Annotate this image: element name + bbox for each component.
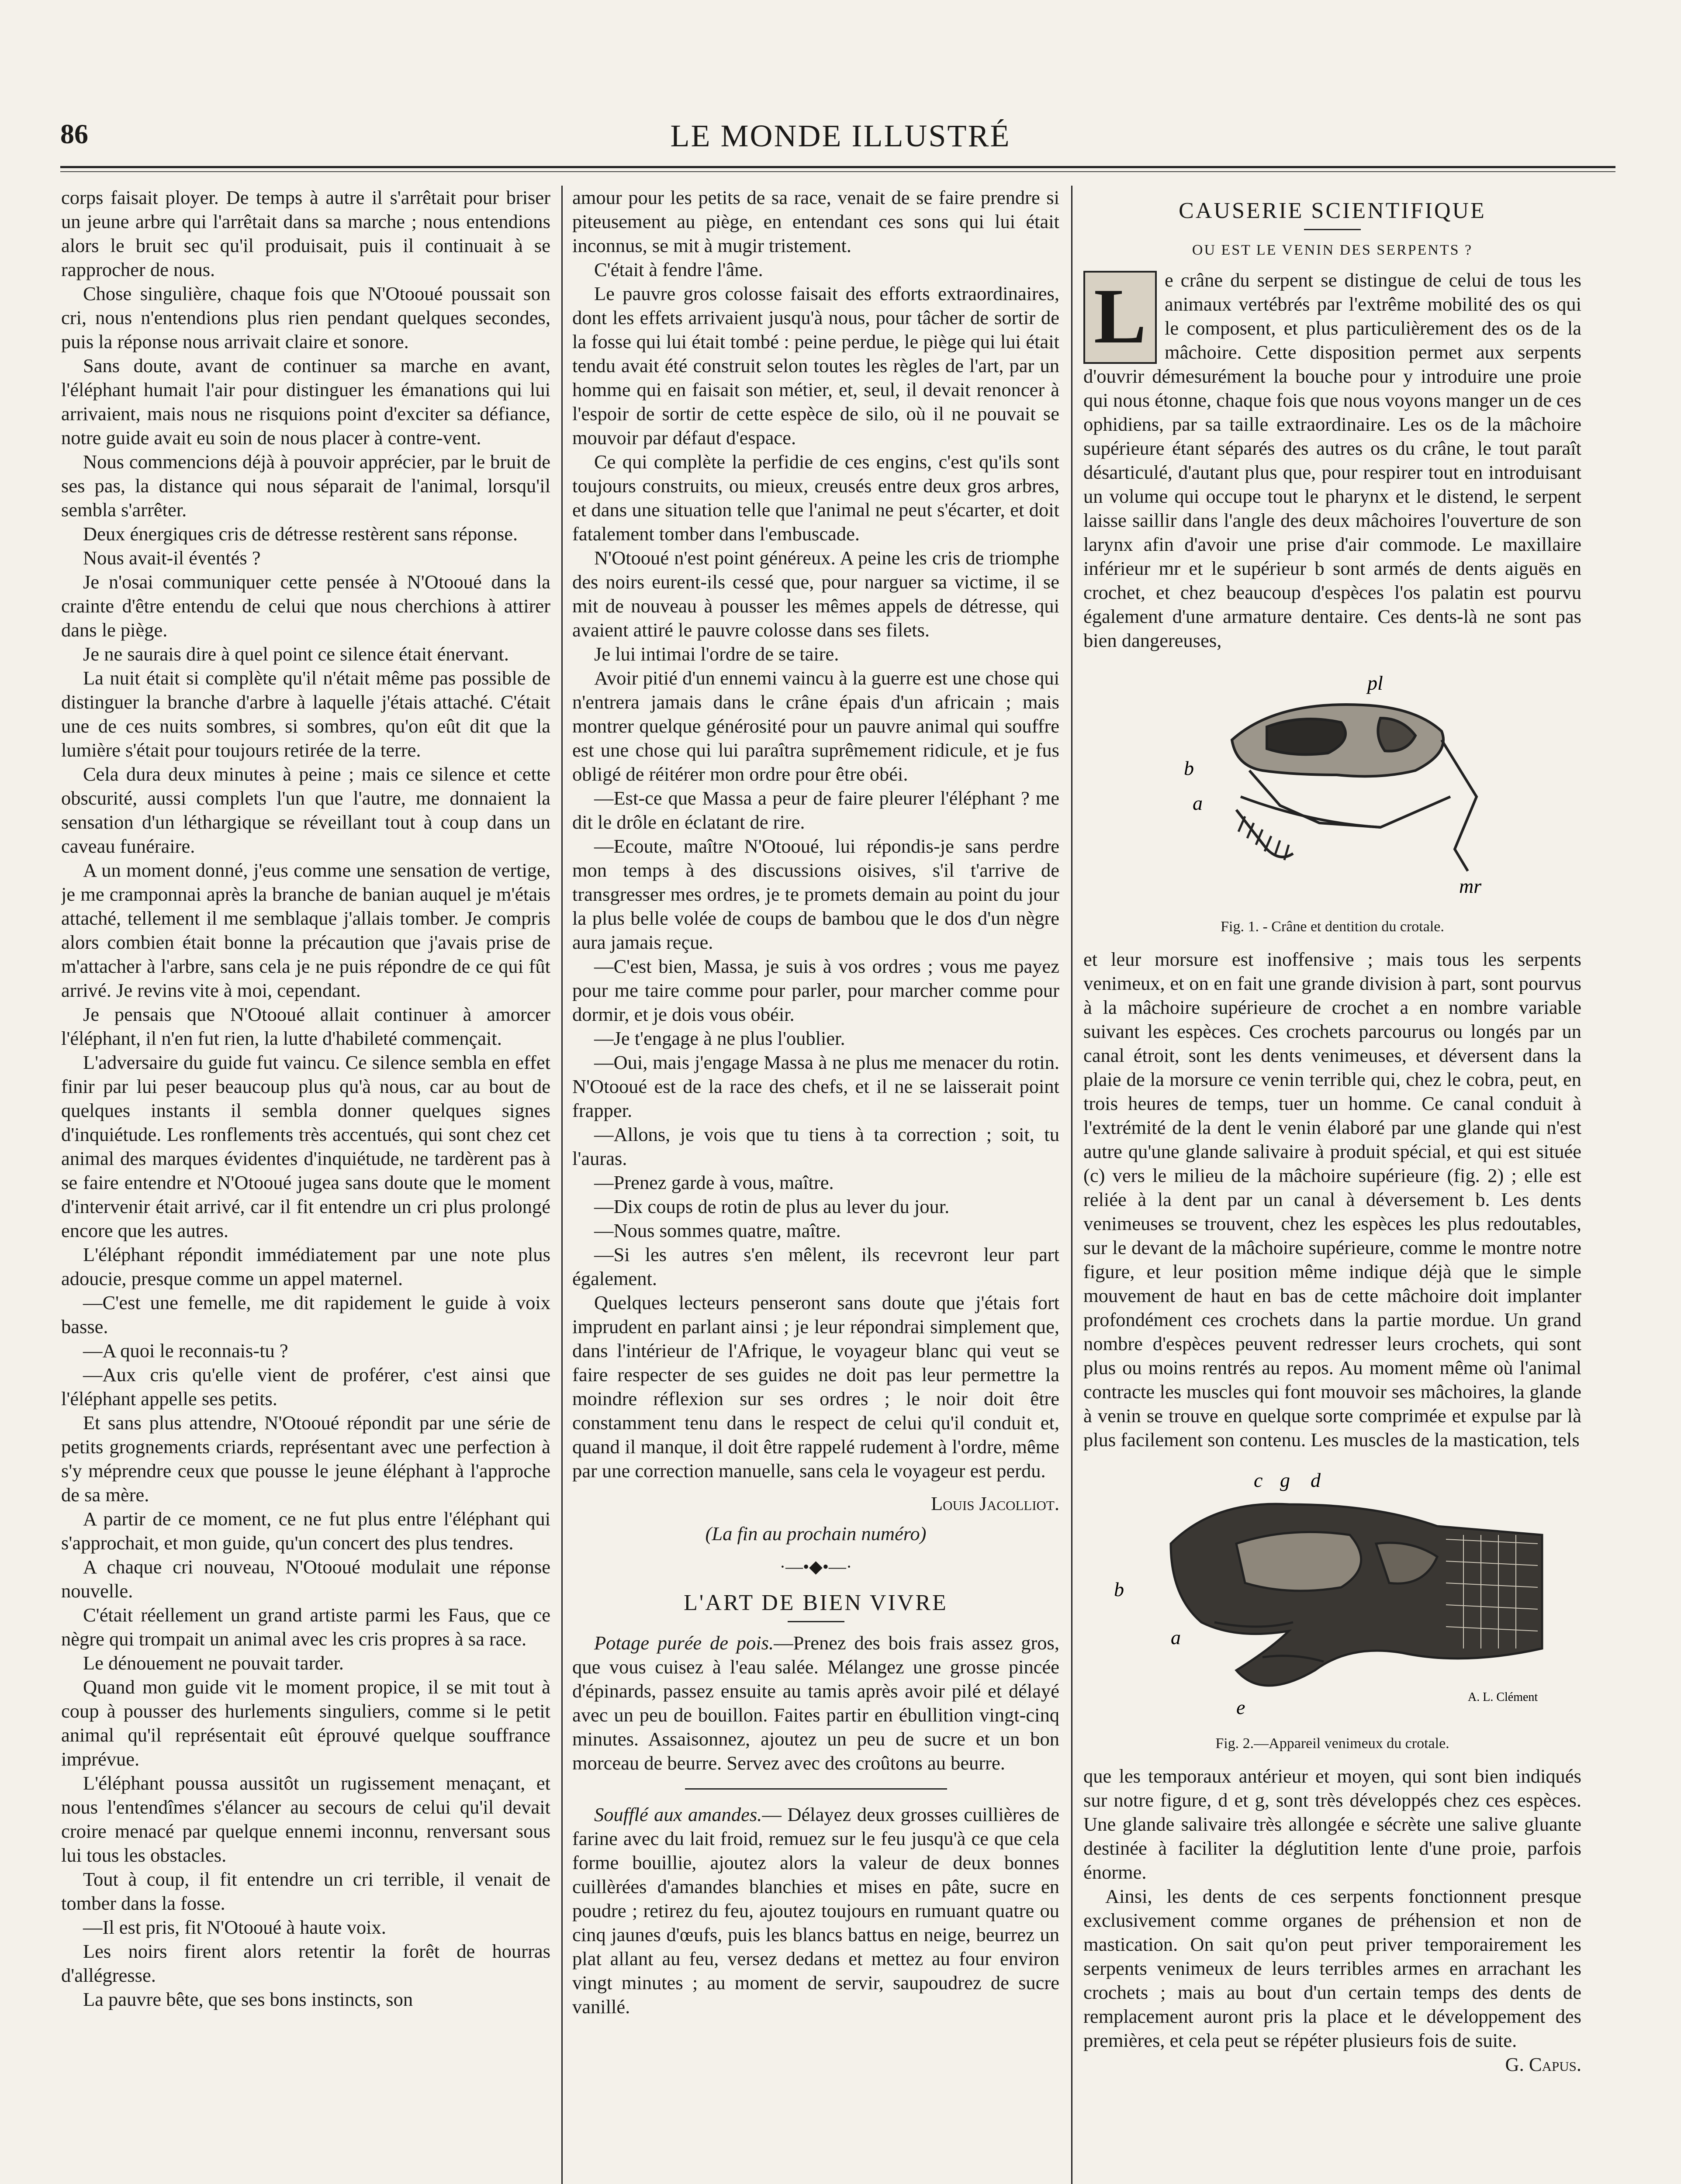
story-paragraph: Je lui intimai l'ordre de se taire.: [594, 643, 839, 665]
story-paragraph: Nous avait-il éventés ?: [83, 547, 261, 569]
story-paragraph: C'était à fendre l'âme.: [594, 259, 763, 280]
story-paragraph: La pauvre bête, que ses bons instincts, son: [83, 1988, 413, 2010]
column-rule-1: [561, 186, 563, 2184]
story-paragraph: C'était réellement un grand artiste parmi les Faus, que ce nègre qui trompait un animal avec les cris propres à sa race.: [61, 1604, 550, 1650]
column-causerie: [1083, 186, 1581, 2184]
art-de-vivre-heading: L'ART DE BIEN VIVRE: [684, 1590, 948, 1615]
ornament-divider: ·—•◆•—·: [779, 1557, 852, 1576]
story-paragraph: Sans doute, avant de continuer sa marche en avant, l'éléphant humait l'air pour distinguer les émanations qui lui arrivaient, mais nous ne risquions point d'exciter sa défiance, notre guide avait eu soin de nous placer à contre-vent.: [61, 355, 550, 449]
fig2-label-g: g: [1280, 1469, 1290, 1491]
story-paragraph: amour pour les petits de sa race, venait de se faire prendre si piteusement au piège, en entendant ces sons qui lui était inconnus, se mit à mugir tristement.: [572, 187, 1059, 256]
fig1-label-a: a: [1193, 792, 1203, 814]
story-paragraph: L'adversaire du guide fut vaincu. Ce silence sembla en effet finir par lui peser beaucoup plus qu'à nous, car au bout de quelques instants il sembla donner quelques signes d'inquiétude. Les ronflements très accentués, qui sont chez cet animal des marques évidentes d'inquiétude, ne tardèrent pas à se faire entendre et N'Otooué jugea sans doute que le moment d'intervenir était arrivé, car il fit entendre un cri plus prolongé encore que les autres.: [61, 1051, 550, 1241]
story-paragraph: —Prenez garde à vous, maître.: [594, 1171, 834, 1193]
fig2-label-d: d: [1311, 1469, 1321, 1491]
story-paragraph: Quand mon guide vit le moment propice, il se mit tout à coup à pousser des hurlements singuliers, comme si le petit animal qu'il représentait eût éprouvé quelque souffrance imprévue.: [61, 1676, 550, 1770]
continued-note: (La fin au prochain numéro): [705, 1523, 927, 1545]
figure-2-venom-apparatus: [1105, 1465, 1560, 1727]
fig2-label-c: c: [1254, 1469, 1263, 1491]
running-head: LE MONDE ILLUSTRÉ: [670, 118, 1011, 153]
fig2-label-b: b: [1114, 1578, 1124, 1600]
recipe-potage: Potage purée de pois.—Prenez des bois frais assez gros, que vous cuisez à l'eau salée. Mélangez une grosse pincée d'épinards, passez ensuite au tamis après avoir pilé et délayé avec un peu de bouillon. Faites partir en ébullition vingt-cinq minutes. Assaisonnez, ajoutez un peu de sucre et un bon morceau de beurre. Servez avec des croûtons au beurre.: [572, 1632, 1059, 1774]
recipe-separator: [685, 1788, 947, 1790]
story-paragraph: Cela dura deux minutes à peine ; mais ce silence et cette obscurité, aussi complets l'un que l'autre, me donnaient la sensation d'un léthargique se réveillant tout à coup dans un caveau funéraire.: [61, 763, 550, 857]
causerie-end-1: que les temporaux antérieur et moyen, qui sont bien indiqués sur notre figure, d et g, sont très développés chez ces espèces. Une glande salivaire très allongée e sécrète une salive gluante destinée à faciliter la déglutition lente d'une proie, parfois énorme.: [1083, 1765, 1581, 1883]
recipe-souffle: Soufflé aux amandes.— Délayez deux grosses cuillières de farine avec du lait froid, remuez sur le feu jusqu'à ce que cela forme bouillie, ajoutez alors la valeur de deux bonnes cuillèrées d'amandes blanchies et mises en pâte, sucre en poudre ; retirez du feu, ajoutez toujours en rumuant quatre ou cinq jaunes d'œufs, puis les blancs battus en neige, beurrez un plat allant au feu, versez dedans et mettez au four environ vingt minutes ; au moment de servir, saupoudrez de sucre vanillé.: [572, 1804, 1059, 2018]
figure-2-caption: Fig. 2.—Appareil venimeux du crotale.: [1215, 1735, 1449, 1752]
dropcap-letter: L: [1083, 271, 1157, 364]
story-paragraph: —Dix coups de rotin de plus au lever du jour.: [594, 1196, 950, 1217]
story-paragraph: —Il est pris, fit N'Otooué à haute voix.: [83, 1916, 386, 1938]
story-paragraph: N'Otooué n'est point généreux. A peine les cris de triomphe des noirs eurent-ils cessé que, pour narguer sa victime, il se mit de nouveau à pousser les mêmes appels de détresse, qui avaient attiré le pauvre colosse dans ses filets.: [572, 547, 1059, 641]
story-paragraph: —C'est une femelle, me dit rapidement le guide à voix basse.: [61, 1292, 550, 1337]
story-paragraph: Nous commencions déjà à pouvoir apprécier, par le bruit de ses pas, la distance qui nous séparait de l'animal, lorsqu'il sembla s'arrêter.: [61, 451, 550, 521]
story-paragraph: corps faisait ployer. De temps à autre il s'arrêtait pour briser un jeune arbre qui l'arrêtait dans sa marche ; nous entendions alors le bruit sec qu'il produisait, puis il continuait à se rapprocher de nous.: [61, 187, 550, 280]
story-paragraph: A chaque cri nouveau, N'Otooué modulait une réponse nouvelle.: [61, 1556, 550, 1602]
story-paragraph: Quelques lecteurs penseront sans doute que j'étais fort imprudent en parlant ainsi ; je leur répondrai simplement que, dans l'intérieur de l'Afrique, le voyageur blanc qui veut se faire respecter de ses guides ne doit pas leur permettre la moindre réflexion sur ses ordres ; le noir doit être constamment tenu dans le respect de celui qu'il conduit et, quand il manque, il doit être rappelé rudement à l'ordre, même par une correction manuelle, sans cela le voyageur est perdu.: [572, 1292, 1059, 1482]
story-paragraph: —Aux cris qu'elle vient de proférer, c'est ainsi que l'éléphant appelle ses petits.: [61, 1364, 550, 1410]
story-paragraph: Les noirs firent alors retentir la forêt de hourras d'allégresse.: [61, 1940, 550, 1986]
page-number: 86: [60, 118, 88, 149]
story-paragraph: —A quoi le reconnais-tu ?: [83, 1340, 288, 1362]
causerie-middle: et leur morsure est inoffensive ; mais tous les serpents venimeux, et on en fait une grande division à part, sont pourvus à la mâchoire supérieure de crochet a en nombre variable suivant les espèces. Ces crochets parcourus ou longés par un canal étroit, sont les dents venimeuses, et déversent dans la plaie de la morsure ce venin terrible qui, chez le cobra, peut, en trois heures de temps, tuer un homme. Ce canal conduit à l'extrémité de la dent le venin élaboré par une glande qui n'est autre qu'une glande salivaire à produit spécial, et qui est située (c) vers le milieu de la mâchoire supérieure (fig. 2) ; elle est reliée à la dent par un canal à déversement b. Les dents venimeuses se trouvent, chez les espèces les plus redoutables, sur le devant de la mâchoire supérieure, comme le montre notre figure, et leur position même indique déjà que le simple mouvement de haut en bas de cette mâchoire doit implanter profondément ces crochets dans la partie mordue. Un grand nombre d'espèces peuvent redresser leurs crochets, qui sont plus ou moins rentrés au repos. Au moment même où l'animal contracte les muscles qui font mouvoir ses mâchoires, la glande à venin se trouve en quelque sorte comprimée et expulse par là plus facilement son contenu. Les muscles de la mastication, tels: [1083, 948, 1581, 1451]
story-paragraph: Je pensais que N'Otooué allait continuer à amorcer l'éléphant, il n'en fut rien, la lutte d'habileté commençait.: [61, 1003, 550, 1049]
column-story-continued: [61, 186, 550, 2184]
story-paragraph: —Oui, mais j'engage Massa à ne plus me menacer du rotin. N'Otooué est de la race des chefs, et il ne se laisserait point frapper.: [572, 1051, 1059, 1121]
fig2-label-a: a: [1171, 1626, 1181, 1648]
story-paragraph: L'éléphant poussa aussitôt un rugissement menaçant, et nous l'entendîmes s'élancer au secours de celui qu'il devait croire menacé par quelque ennemi inconnu, renversant sous lui tous les obstacles.: [61, 1772, 550, 1866]
story-paragraph: Chose singulière, chaque fois que N'Otooué poussait son cri, nous n'entendions plus rien pendant quelques secondes, puis la réponse nous arrivait claire et sonore.: [61, 283, 550, 352]
causerie-end-2: Ainsi, les dents de ces serpents fonctionnent presque exclusivement comme organes de préhension et non de mastication. On sait qu'on peut priver temporairement les serpents venimeux de leurs terribles armes en arrachant les crochets ; mais au bout d'un certain temps des dents de remplacement auront pris la place et le développement des premières, et cela peut se répéter plusieurs fois de suite.: [1083, 1885, 1581, 2051]
causerie-subheading: OU EST LE VENIN DES SERPENTS ?: [1192, 242, 1473, 258]
story-signature: Louis Jacolliot.: [930, 1493, 1059, 1514]
causerie-rule: [1304, 229, 1361, 230]
story-paragraph: Je ne saurais dire à quel point ce silence était énervant.: [83, 643, 509, 665]
story-paragraph: Le pauvre gros colosse faisait des efforts extraordinaires, dont les effets arrivaient jusqu'à nous, pour tâcher de sortir de la fosse qui lui était tombé : peine perdue, le piège qui lui était tendu avait été construit selon toutes les règles de l'art, par un homme qui en faisait son métier, et, seul, il devait renoncer à l'espoir de sortir de cette espèce de silo, où il ne pouvait se mouvoir par défaut d'espace.: [572, 283, 1059, 449]
causerie-signature: G. Capus.: [1505, 2053, 1581, 2075]
header-rule-thin: [60, 171, 1615, 172]
story-paragraph: —Ecoute, maître N'Otooué, lui répondis-je sans perdre mon temps à des discussions oisives, s'il t'arrive de transgresser mes ordres, je te promets demain au point du jour la plus belle volée de coups de bambou que le dos d'un nègre aura jamais reçue.: [572, 835, 1059, 953]
figure-1-crotale-skull: [1136, 666, 1529, 910]
column-story-end: [572, 186, 1059, 2184]
fig2-engraver-credit: A. L. Clément: [1468, 1690, 1538, 1704]
story-paragraph: L'éléphant répondit immédiatement par une note plus adoucie, presque comme un appel maternel.: [61, 1244, 550, 1289]
story-paragraph: La nuit était si complète qu'il n'était même pas possible de distinguer la branche d'arbre à laquelle j'étais attaché. C'était une de ces nuits sombres, si sombres, qu'on eût dit que la lumière s'était pour toujours retirée de la terre.: [61, 667, 550, 761]
story-paragraph: —Je t'engage à ne plus l'oublier.: [594, 1027, 845, 1049]
story-paragraph: A un moment donné, j'eus comme une sensation de vertige, je me cramponnai après la branche de banian auquel je m'étais attaché, tellement il me semblaque j'allais tomber. Je compris alors combien était bonne la précaution que j'avais prise de m'attacher à l'arbre, sans cela je ne puis répondre de ce qui fût arrivé. Je revins vite à moi, cependant.: [61, 859, 550, 1001]
story-paragraph: —Allons, je vois que tu tiens à ta correction ; soit, tu l'auras.: [572, 1123, 1059, 1169]
causerie-heading: CAUSERIE SCIENTIFIQUE: [1179, 198, 1486, 223]
story-paragraph: Et sans plus attendre, N'Otooué répondit par une série de petits grognements criards, représentant avec une perfection à s'y méprendre ceux que pousse le jeune éléphant à l'approche de sa mère.: [61, 1412, 550, 1506]
story-paragraph: —Nous sommes quatre, maître.: [594, 1220, 841, 1241]
story-paragraph: —Est-ce que Massa a peur de faire pleurer l'éléphant ? me dit le drôle en éclatant de rire.: [572, 787, 1059, 833]
story-paragraph: A partir de ce moment, ce ne fut plus entre l'éléphant qui s'approchait, et mon guide, qu'un concert des plus tendres.: [61, 1508, 550, 1554]
story-paragraph: —Si les autres s'en mêlent, ils recevront leur part également.: [572, 1244, 1059, 1289]
fig1-label-b: b: [1184, 757, 1194, 779]
fig2-label-e: e: [1236, 1696, 1245, 1718]
story-paragraph: Je n'osai communiquer cette pensée à N'Otooué dans la crainte d'être entendu de celui que nous cherchions à attirer dans le piège.: [61, 571, 550, 641]
story-paragraph: —C'est bien, Massa, je suis à vos ordres ; vous me payez pour me taire comme pour parler, pour marcher comme pour dormir, et je dois vous obéir.: [572, 955, 1059, 1025]
fig1-label-pl: pl: [1367, 672, 1383, 694]
heading-rule: [788, 1621, 844, 1622]
fig1-label-mr: mr: [1459, 875, 1482, 897]
story-paragraph: Tout à coup, il fit entendre un cri terrible, il venait de tomber dans la fosse.: [61, 1868, 550, 1914]
column-rule-2: [1071, 186, 1072, 2184]
header-rule: [60, 166, 1615, 168]
story-paragraph: Deux énergiques cris de détresse restèrent sans réponse.: [83, 523, 518, 545]
story-paragraph: Avoir pitié d'un ennemi vaincu à la guerre est une chose qui n'entrera jamais dans le crâne épais d'un africain ; mais montrer quelque générosité pour un pauvre animal qui souffre est une chose qui lui paraîtra suprêmement ridicule, et je fus obligé de réitérer mon ordre pour être obéi.: [572, 667, 1059, 785]
figure-1-caption: Fig. 1. - Crâne et dentition du crotale.: [1221, 919, 1444, 935]
causerie-intro: e crâne du serpent se distingue de celui de tous les animaux vertébrés par l'extrême mobilité des os qui le composent, et plus particulièrement des os de la mâchoire. Cette disposition permet aux serpents d'ouvrir démesurément la bouche pour y introduire une proie qui nous étonne, chaque fois que nous voyons manger un de ces ophidiens, par sa taille extraordinaire. Les os de la mâchoire supérieure étant séparés des autres os du crâne, le tout paraît désarticulé, d'autant plus que, pour respirer tout en introduisant un volume qui occupe tout le pharynx et le distend, le serpent laisse saillir dans l'angle des deux mâchoires l'ouverture de son larynx afin d'avoir une prise d'air commode. Le maxillaire inférieur mr et le supérieur b sont armés de dents aiguës en crochet, et chez beaucoup d'espèces l'os palatin est pourvu également d'une armature dentaire. Ces dents-là ne sont pas bien dangereuses,: [1083, 269, 1581, 651]
story-paragraphs: [572, 186, 1059, 1483]
intro-block: [1083, 268, 1581, 653]
story-paragraph: Ce qui complète la perfidie de ces engins, c'est qu'ils sont toujours construits, ou mieux, creusés entre deux gros arbres, et dans une situation telle que l'animal ne peut s'écarter, et doit fatalement tomber dans l'embuscade.: [572, 451, 1059, 545]
story-paragraph: Le dénouement ne pouvait tarder.: [83, 1652, 344, 1674]
